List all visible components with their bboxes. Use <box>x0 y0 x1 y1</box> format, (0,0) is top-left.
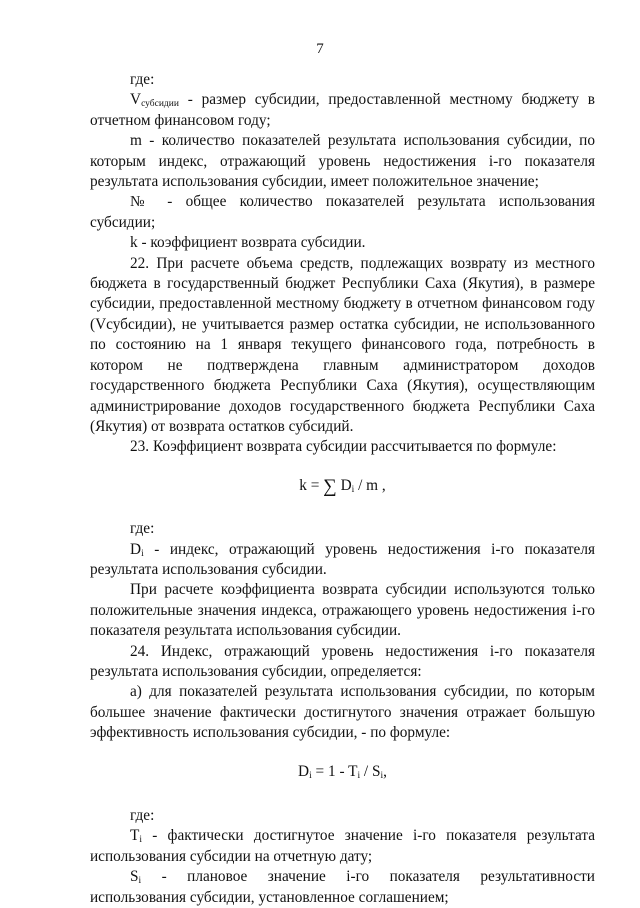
var-s-subscript: i <box>138 876 142 887</box>
definition-si <box>90 867 595 908</box>
var-s: S <box>130 868 139 886</box>
var-d-subscript: i <box>141 548 144 559</box>
var-t-subscript: i <box>139 835 142 846</box>
definition-k: k - коэффициент возврата субсидии. <box>130 234 366 252</box>
paragraph-22: 22. При расчете объема средств, подлежащих возврату из местного бюджета в государственный бюджет Республики Саха (Якутия), в размере субсидии, предоставленной местному бюджету в отчетном финансовом году (Vсубсидии), не учитывается размер остатка субсидии, не использованного по состоянию на 1 января текущего финансового года, потребность в котором не подтверждена главным администратором доходов государственного бюджета Республики Саха (Якутия), осуществляющим администрирование доходов государственного бюджета Республики Саха (Якутия) от возврата остатков субсидий. <box>90 254 595 435</box>
definition-v-subsidy <box>90 90 595 131</box>
var-v: V <box>130 91 142 109</box>
formula-t-subscript: i <box>357 770 361 781</box>
where-label: где: <box>130 71 155 88</box>
definition-n: № - общее количество показателей результата использования субсидии; <box>90 193 595 231</box>
formula-k-subscript: i <box>351 484 355 495</box>
sum-symbol: ∑ <box>323 475 337 497</box>
formula-k-d: D <box>336 476 352 494</box>
definition-ti <box>90 826 595 867</box>
where-label: где: <box>130 520 155 538</box>
paragraph-24: 24. Индекс, отражающий уровень недостижения i-го показателя результата использования субсидии, определяется: <box>90 642 595 680</box>
definition-di <box>90 540 595 581</box>
positive-values-note: При расчете коэффициента возврата субсидии используются только положительные значения индекса, отражающего уровень недостижения i-го показателя результата использования субсидии. <box>90 581 595 640</box>
formula-k-left: k = <box>299 476 324 494</box>
formula-di <box>90 744 595 806</box>
definition-ti-text: - фактически достигнутое значение i-го показателя результата использования субсидии на отчетную дату; <box>90 827 595 865</box>
formula-k-right: / m , <box>354 476 386 494</box>
where-label: где: <box>130 807 155 824</box>
formula-d-div: / S <box>360 762 381 780</box>
definition-si-text: - плановое значение i-го показателя результативности использования субсидии, установленное соглашением; <box>90 868 595 906</box>
var-v-subscript: субсидии <box>141 99 179 110</box>
formula-s-subscript: i <box>380 770 384 781</box>
document-body <box>90 70 595 908</box>
formula-k <box>90 458 595 519</box>
var-t: T <box>130 827 140 845</box>
formula-d-subscript: i <box>309 770 312 781</box>
page-number: 7 <box>316 41 324 57</box>
formula-d-end: , <box>383 762 387 780</box>
var-d: D <box>130 540 142 558</box>
definition-di-text: - индекс, отражающий уровень недостижения i-го показателя результата использования субсидии. <box>90 540 595 578</box>
definition-m: m - количество показателей результата использования субсидии, по которым индекс, отражающий уровень недостижения i-го показателя результата использования субсидии, имеет положительное значение; <box>90 132 595 191</box>
paragraph-24a: а) для показателей результата использования субсидии, по которым большее значение фактически достигнутого значения отражает большую эффективность использования субсидии, - по формуле: <box>90 683 595 742</box>
formula-d-mid: = 1 - T <box>311 762 358 780</box>
definition-v-text: - размер субсидии, предоставленной местному бюджету в отчетном финансовом году; <box>90 91 595 129</box>
paragraph-23: 23. Коэффициент возврата субсидии рассчитывается по формуле: <box>130 438 557 456</box>
formula-d-var: D <box>298 762 310 780</box>
